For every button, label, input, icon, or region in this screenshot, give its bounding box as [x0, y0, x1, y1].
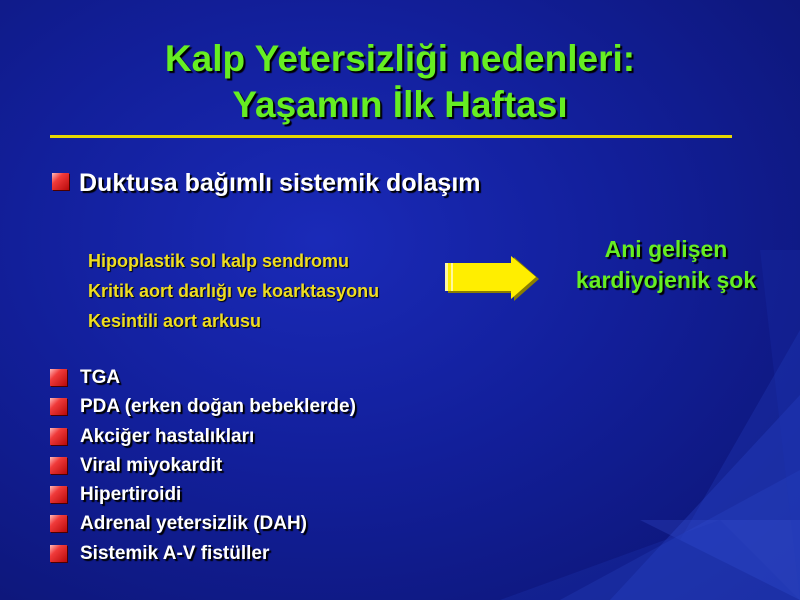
list-item: [48, 363, 356, 392]
list-item: [48, 539, 356, 568]
sub-list: [88, 246, 379, 336]
bullet-icon: [50, 515, 67, 532]
title-underline: [50, 135, 732, 138]
note-line-2: kardiyojenik şok: [575, 267, 757, 293]
title-line-2: Yaşamın İlk Haftası: [232, 84, 568, 125]
bullet-icon: [50, 457, 67, 474]
bullet-icon: [50, 486, 67, 503]
bullet-icon: [50, 545, 67, 562]
list-item-text: Viral miyokardit: [80, 454, 223, 476]
right-arrow-icon: [445, 256, 541, 302]
list-item-text: TGA: [80, 367, 121, 388]
note-text: [546, 234, 786, 296]
sub-list-item: Kesintili aort arkusu: [88, 311, 262, 331]
main-bullet-text: Duktusa bağımlı sistemik dolaşım: [79, 169, 481, 197]
title-line-1: Kalp Yetersizliği nedenleri:: [164, 38, 636, 79]
bullet-icon: [50, 369, 67, 386]
list-item: [48, 422, 356, 451]
list-item: [48, 451, 356, 480]
list-item: [48, 480, 356, 509]
bullet-icon: [50, 398, 67, 415]
sub-list-item: Hipoplastik sol kalp sendromu: [88, 251, 350, 271]
slide-title: [0, 36, 800, 128]
bullet-icon: [52, 173, 69, 190]
bullet-list: [48, 363, 356, 568]
bullet-icon: [50, 428, 67, 445]
list-item-text: Adrenal yetersizlik (DAH): [80, 513, 308, 535]
note-line-1: Ani gelişen: [604, 236, 728, 262]
list-item-text: Hipertiroidi: [80, 484, 182, 506]
list-item: [48, 392, 356, 421]
list-item: [48, 509, 356, 538]
list-item-text: Sistemik A-V fistüller: [80, 542, 270, 564]
list-item-text: PDA (erken doğan bebeklerde): [80, 396, 356, 418]
list-item-text: Akciğer hastalıkları: [80, 425, 255, 447]
sub-list-item: Kritik aort darlığı ve koarktasyonu: [88, 281, 380, 301]
